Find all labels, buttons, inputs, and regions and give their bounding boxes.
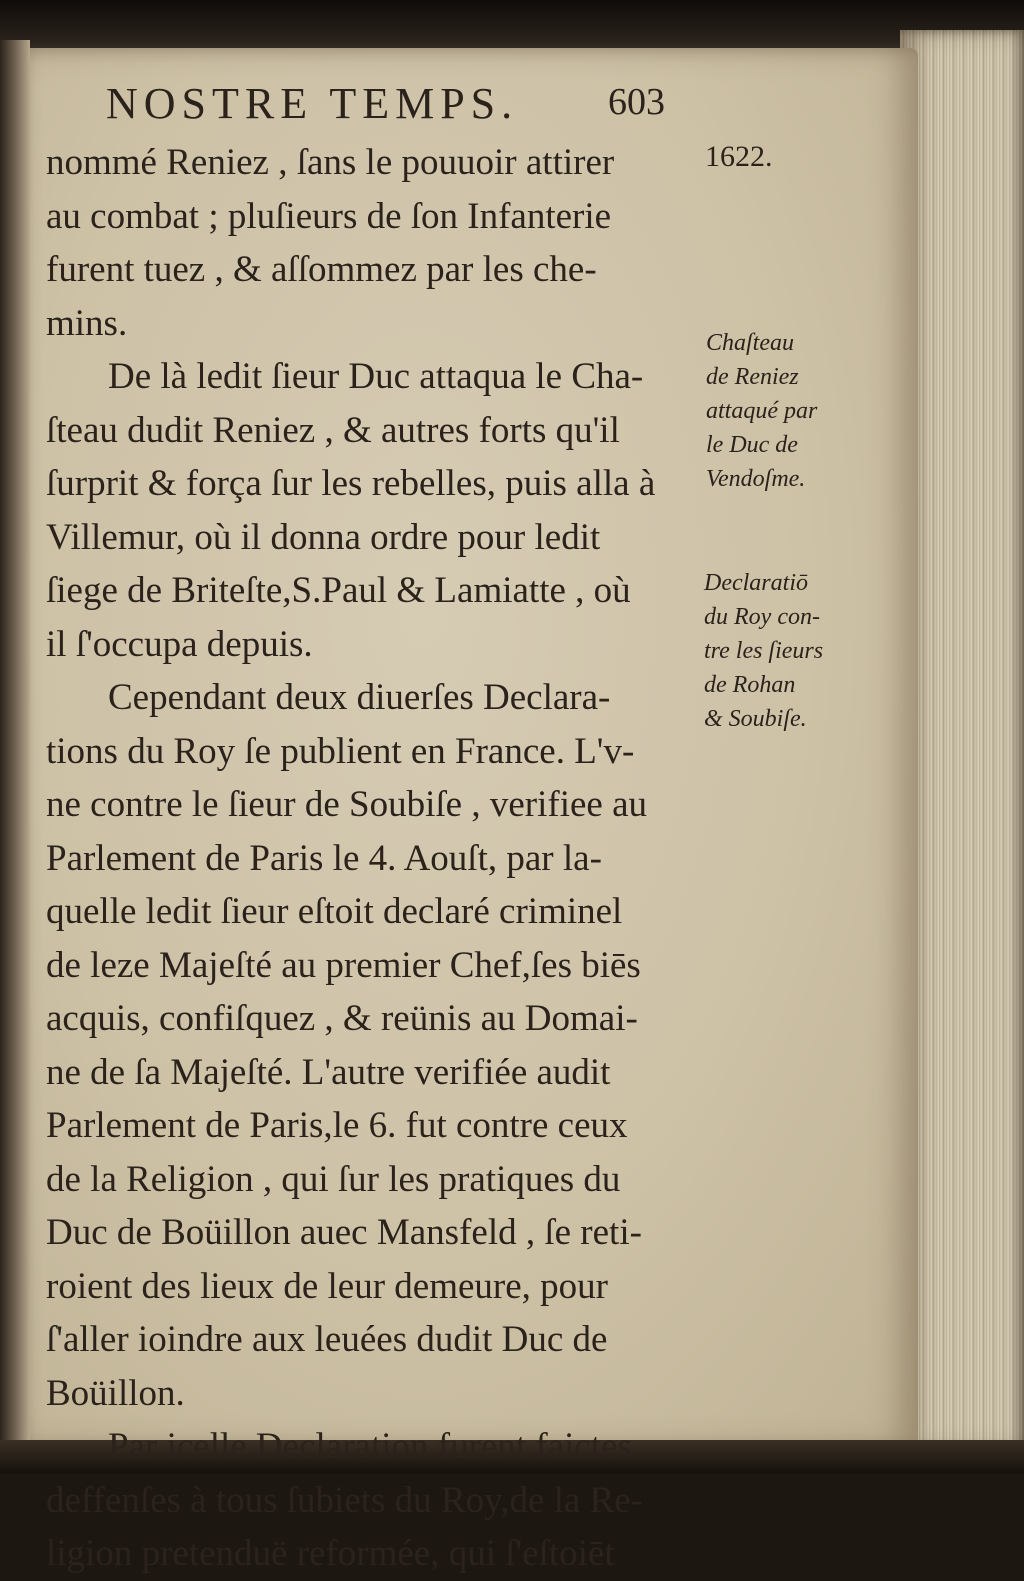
binding-gutter <box>0 40 30 1450</box>
margin-note-line: tre les ſieurs <box>704 638 824 664</box>
body-line: furent tuez , & aſſommez par les che- <box>46 249 597 290</box>
body-line: acquis, confiſquez , & reünis au Domai- <box>46 998 638 1039</box>
margin-note-line: de Rohan <box>704 672 796 698</box>
margin-note-line: Vendoſme. <box>706 466 806 492</box>
margin-note-line: du Roy con- <box>704 604 820 630</box>
margin-note-line: de Reniez <box>706 364 799 390</box>
body-line: mins. <box>46 302 128 344</box>
body-line: de leze Majeſté au premier Chef,ſes biēs <box>46 944 641 986</box>
body-line: tions du Roy ſe publient en France. L'v- <box>46 730 635 772</box>
body-line: ligion pretenduë reformée, qui ſ'eſtoiēt <box>46 1533 615 1574</box>
body-line: Par icelle Declaration furent faictes <box>108 1426 632 1467</box>
body-line: ne contre le ſieur de Soubiſe , verifiee au <box>46 784 647 825</box>
body-line: deffenſes à tous ſubiets du Roy,de la Re- <box>46 1479 644 1521</box>
body-line: De là ledit ſieur Duc attaqua le Cha- <box>108 356 644 397</box>
body-line: ſiege de Briteſte,S.Paul & Lamiatte , où <box>46 570 631 611</box>
body-line: quelle ledit ſieur eſtoit declaré criminel <box>46 891 623 932</box>
margin-note-line: Chaſteau <box>706 330 794 356</box>
page-number: 603 <box>608 81 665 123</box>
margin-note-chateau <box>706 326 817 496</box>
running-header-title: NOSTRE TEMPS. <box>106 79 519 128</box>
body-line: Duc de Boüillon auec Mansfeld , ſe reti- <box>46 1212 642 1253</box>
margin-note-line: Declaratiō <box>704 570 808 596</box>
margin-note-line: & Soubiſe. <box>704 706 807 732</box>
page-edges <box>900 30 1024 1450</box>
margin-year: 1622. <box>705 140 773 173</box>
margin-note-line: le Duc de <box>706 432 798 458</box>
body-line: roient des lieux de leur demeure, pour <box>46 1265 608 1307</box>
body-line: ſteau dudit Reniez , & autres forts qu'il <box>46 409 620 451</box>
body-line: au combat ; pluſieurs de ſon Infanterie <box>46 195 612 237</box>
body-line: Parlement de Paris le 4. Aouſt, par la- <box>46 837 602 879</box>
body-line: de la Religion , qui ſur les pratiques du <box>46 1158 621 1200</box>
body-line: Boüillon. <box>46 1372 185 1414</box>
body-line: ſurprit & força ſur les rebelles, puis alla à <box>46 463 656 504</box>
margin-note-line: attaqué par <box>706 398 818 424</box>
body-line: nommé Reniez , ſans le pouuoir attirer <box>46 142 615 183</box>
body-line: Villemur, où il donna ordre pour ledit <box>46 516 601 558</box>
margin-note-declaration <box>704 566 823 736</box>
body-line: Cependant deux diuerſes Declara- <box>108 677 611 718</box>
body-line: ſ'aller ioindre aux leuées dudit Duc de <box>46 1319 608 1360</box>
body-line: ne de ſa Majeſté. L'autre verifiée audit <box>46 1051 611 1093</box>
body-text <box>46 136 686 1581</box>
body-line: Parlement de Paris,le 6. fut contre ceux <box>46 1105 628 1146</box>
body-line: il ſ'occupa depuis. <box>46 623 313 665</box>
